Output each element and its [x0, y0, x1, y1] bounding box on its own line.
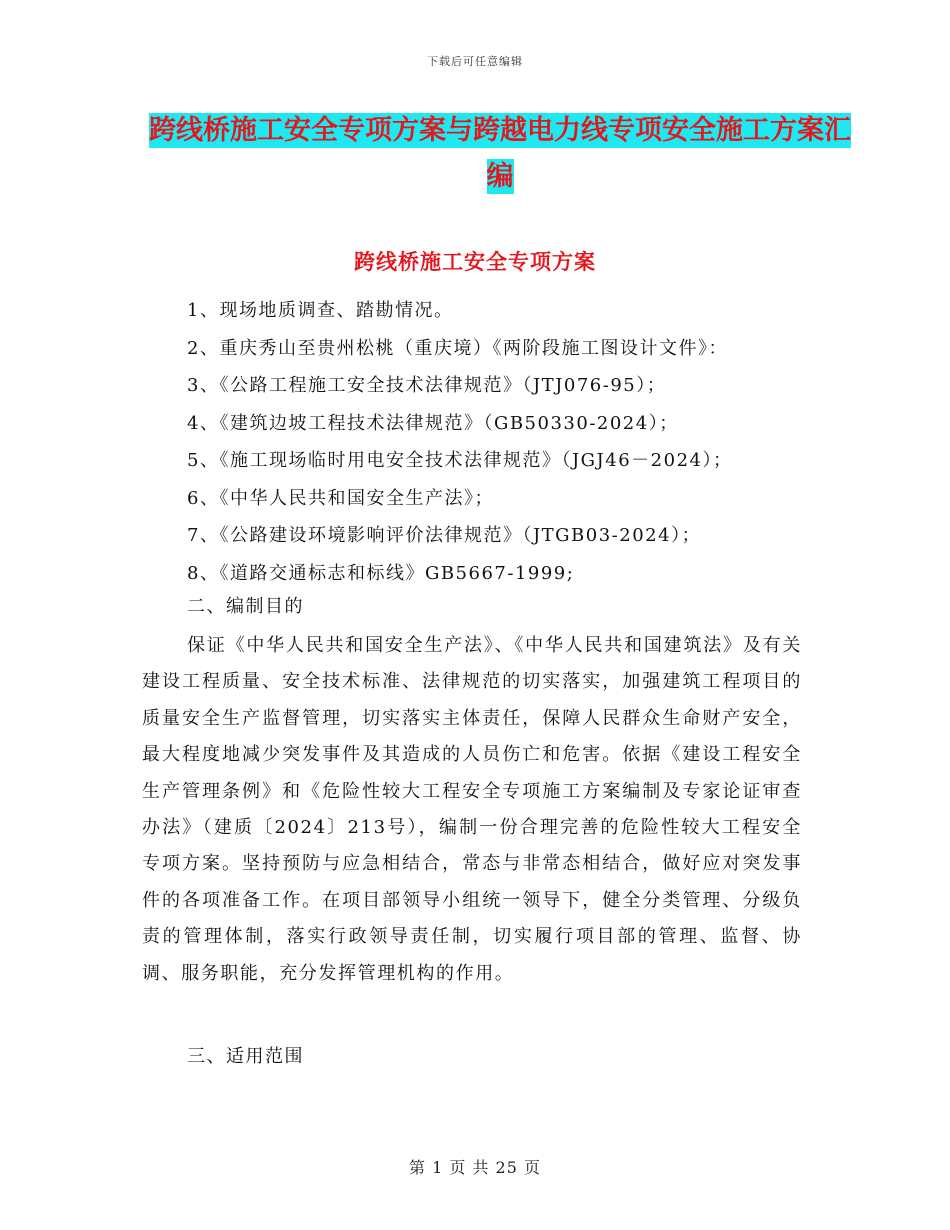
list-item: 8、《道路交通标志和标线》GB5667-1999;	[187, 562, 575, 584]
list-item: 3、《公路工程施工安全技术法律规范》（JTJ076-95）；	[187, 375, 667, 396]
list-item: 4、《建筑边坡工程技术法律规范》（GB50330-2024）；	[187, 412, 679, 434]
list-item: 7、《公路建设环境影响评价法律规范》（JTGB03-2024）；	[187, 525, 702, 546]
header-note: 下载后可任意编辑	[427, 55, 523, 68]
list-item: 1、现场地质调查、踏勘情况。	[187, 300, 454, 321]
section-subtitle: 跨线桥施工安全专项方案	[354, 250, 596, 274]
document-main-title	[140, 108, 860, 200]
list-item: 6、《中华人民共和国安全生产法》；	[187, 487, 494, 509]
section-heading-purpose: 二、编制目的	[187, 596, 304, 617]
page-footer: 第 1 页 共 25 页	[409, 1158, 541, 1177]
list-item: 2、重庆秀山至贵州松桃（重庆境）《两阶段施工图设计文件》：	[187, 337, 728, 359]
list-item: 5、《施工现场临时用电安全技术法律规范》（JGJ46－2024）；	[187, 450, 733, 471]
section-heading-scope: 三、适用范围	[187, 1046, 304, 1067]
purpose-paragraph: 保证《中华人民共和国安全生产法》、《中华人民共和国建筑法》及有关建设工程质量、安全技术标准、法律规范的切实落实，加强建筑工程项目的质量安全生产监督管理，切实落实主体责任，保障人民群众生命财产安全，最大程度地减少突发事件及其造成的人员伤亡和危害。依据《建设工程安全生产管理条例》和《危险性较大工程安全专项施工方案编制及专家论证审查办法》（建质〔2024〕213号），编制一份合理完善的危险性较大工程安全专项方案。坚持预防与应急相结合，常态与非常态相结合，做好应对突发事件的各项准备工作。在项目部领导小组统一领导下，健全分类管理、分级负责的管理体制，落实行政领导责任制，切实履行项目部的管理、监督、协调、服务职能，充分发挥管理机构的作用。	[142, 635, 802, 984]
main-title-text: 跨线桥施工安全专项方案与跨越电力线专项安全施工方案汇编	[149, 115, 851, 192]
reference-list	[187, 292, 827, 592]
